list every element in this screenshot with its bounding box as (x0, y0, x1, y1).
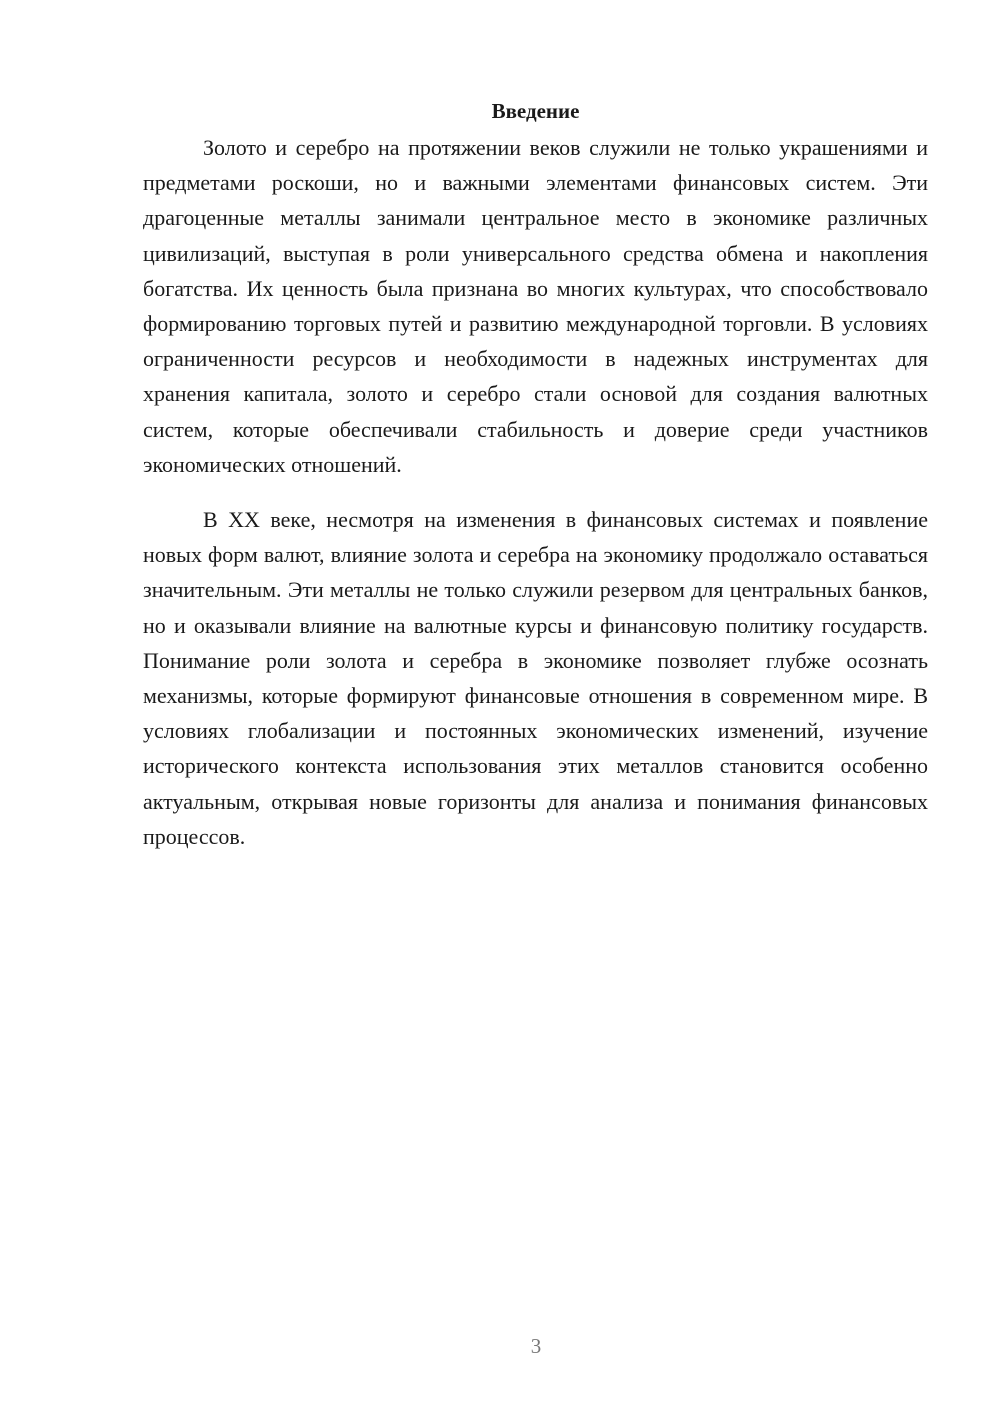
section-heading: Введение (491, 99, 580, 123)
paragraph-2: В XX веке, несмотря на изменения в финансовых системах и появление новых форм валют, влияние золота и серебра на экономику продолжало оставаться значительным. Эти металлы не только служили резервом для центральных банков, но и оказывали влияние на валютные курсы и финансовую политику государств. Понимание роли золота и серебра в экономике позволяет глубже осознать механизмы, которые формируют финансовые отношения в современном мире. В условиях глобализации и постоянных экономических изменений, изучение исторического контекста использования этих металлов становится особенно актуальным, открывая новые горизонты для анализа и понимания финансовых процессов. (143, 507, 928, 849)
page-content (143, 96, 928, 854)
paragraph-1: Золото и серебро на протяжении веков служили не только украшениями и предметами роскоши, но и важными элементами финансовых систем. Эти драгоценные металлы занимали центральное место в экономике различных цивилизаций, выступая в роли универсального средства обмена и накопления богатства. Их ценность была признана во многих культурах, что способствовало формированию торговых путей и развитию международной торговли. В условиях ограниченности ресурсов и необходимости в надежных инструментах для хранения капитала, золото и серебро стали основой для создания валютных систем, которые обеспечивали стабильность и доверие среди участников экономических отношений. (143, 135, 928, 477)
page-number: 3 (530, 1334, 542, 1358)
